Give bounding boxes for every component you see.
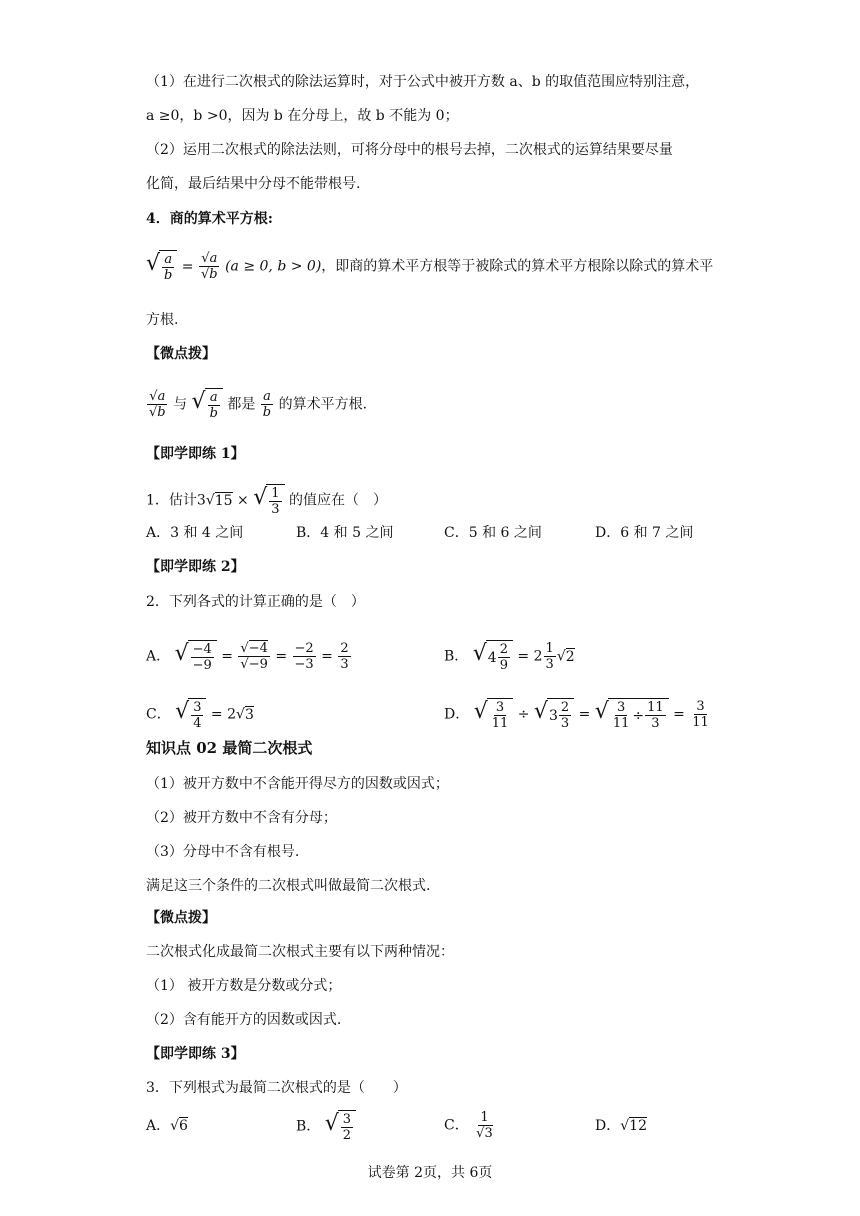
drill1-question: 1．估计3√15 × √ $\frac{1}{3}$ 的值应在（ ） bbox=[146, 485, 387, 517]
page-footer: 试卷第 2页，共 6页 bbox=[367, 1165, 493, 1181]
drill1-option-c[interactable]: C．5 和 6 之间 bbox=[444, 525, 542, 541]
drill1-option-b[interactable]: B．4 和 5 之间 bbox=[296, 525, 394, 541]
drill2-option-c[interactable]: C． √ $\frac{3}{4}$ = 2√3 bbox=[146, 699, 254, 731]
drill3-heading: 【即学即练 3】 bbox=[146, 1046, 245, 1062]
tip2-heading: 【微点拨】 bbox=[146, 910, 216, 926]
kp02-item-3: （3）分母中不含有根号. bbox=[146, 844, 300, 860]
note2-line2: 化简，最后结果中分母不能带根号. bbox=[146, 176, 361, 192]
kp02-summary: 满足这三个条件的二次根式叫做最简二次根式. bbox=[146, 878, 431, 894]
point4-text-cont: 方根. bbox=[146, 312, 179, 328]
point4-title: 4．商的算术平方根: bbox=[146, 211, 273, 227]
drill1-option-d[interactable]: D．6 和 7 之间 bbox=[595, 525, 694, 541]
drill3-option-c[interactable]: C． $\frac{1}{√3}$ bbox=[444, 1110, 493, 1141]
drill2-option-a[interactable]: A． √ $\frac{-4}{-9}$ = $\frac{√-4}{√-9}$ = $\frac{-2}{-3}$ = $\frac{2}{3}$ bbox=[146, 641, 349, 673]
drill3-question: 3．下列根式为最简二次根式的是（ ） bbox=[146, 1080, 407, 1096]
point4-text: ，即商的算术平方根等于被除式的算术平方根除以除式的算术平 bbox=[321, 258, 714, 275]
kp02-title: 知识点 02 最简二次根式 bbox=[146, 739, 313, 757]
tip1-heading: 【微点拨】 bbox=[146, 346, 216, 362]
kp02-item-1: （1）被开方数中不含能开得尽方的因数或因式； bbox=[146, 776, 449, 792]
drill3-option-a[interactable]: A．√6 bbox=[146, 1118, 188, 1134]
drill2-option-d[interactable]: D． √ $\frac{3}{11}$ ÷ √ 3 $\frac{2}{3}$ = √ $\frac{3}{11}$ ÷ $\frac{11}{3}$ = $\frac{3}{11}$ bbox=[444, 699, 709, 731]
tip2-item-2: （2）含有能开方的因数或因式. bbox=[146, 1012, 342, 1028]
drill2-question: 2．下列各式的计算正确的是（ ） bbox=[146, 594, 365, 610]
drill1-option-a[interactable]: A．3 和 4 之间 bbox=[146, 525, 244, 541]
tip1-line: $\frac{√a}{√b}$ 与 √ $\frac{a}{b}$ 都是 $\frac{a}{b}$ 的算术平方根. bbox=[149, 389, 368, 421]
drill2-option-b[interactable]: B． √ 4 $\frac{2}{9}$ = 2 $\frac{1}{3}$ √2 bbox=[444, 641, 575, 673]
note1-line2: a ≥0，b >0，因为 b 在分母上，故 b 不能为 0； bbox=[146, 108, 459, 124]
drill1-heading: 【即学即练 1】 bbox=[146, 446, 245, 462]
tip2-item-1: （1） 被开方数是分数或分式； bbox=[146, 978, 342, 994]
tip2-intro: 二次根式化成最简二次根式主要有以下两种情况： bbox=[146, 944, 454, 960]
note1-line1: （1）在进行二次根式的除法运算时，对于公式中被开方数 a、b 的取值范围应特别注意， bbox=[146, 74, 700, 90]
drill3-option-b[interactable]: B． √ $\frac{3}{2}$ bbox=[296, 1110, 356, 1143]
formula-condition: (a ≥ 0, b > 0) bbox=[225, 258, 322, 275]
drill2-heading: 【即学即练 2】 bbox=[146, 559, 245, 575]
drill3-option-d[interactable]: D．√12 bbox=[595, 1118, 647, 1134]
quotient-root-formula: √ $\frac{a}{b}$ = $\frac{√a}{√b}$ bbox=[146, 251, 218, 283]
point4-formula-line bbox=[146, 250, 713, 283]
kp02-item-2: （2）被开方数中不含有分母； bbox=[146, 810, 337, 826]
note2-line1: （2）运用二次根式的除法法则，可将分母中的根号去掉，二次根式的运算结果要尽量 bbox=[146, 142, 673, 158]
